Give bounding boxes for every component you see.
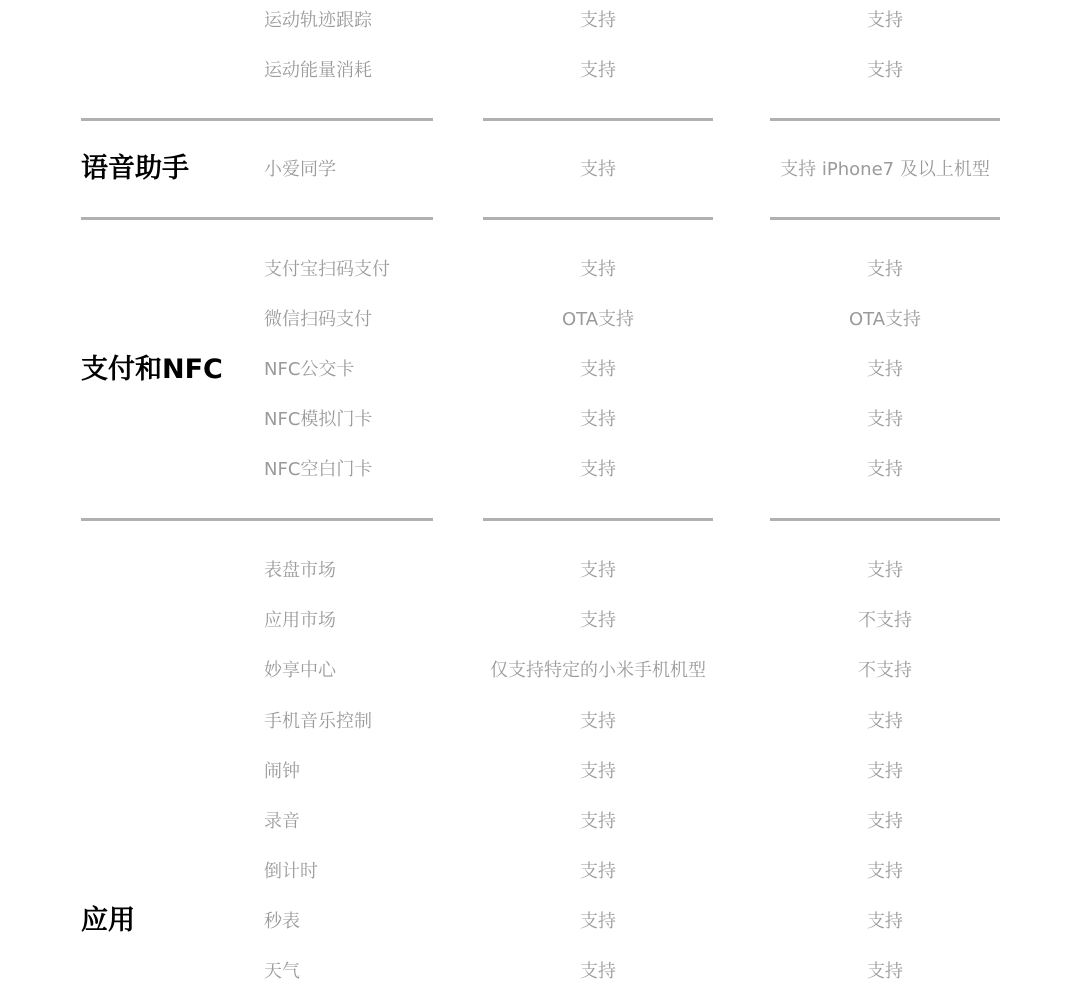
section-divider [81, 518, 433, 521]
section-divider [483, 118, 713, 121]
table-row [0, 295, 1080, 345]
feature-name: 倒计时 [264, 861, 318, 882]
feature-name: 应用市场 [264, 610, 336, 631]
support-value-b: 支持 iPhone7 及以上机型 [780, 159, 990, 180]
support-value-a: 支持 [580, 259, 616, 280]
section-divider [483, 518, 713, 521]
feature-name: NFC空白门卡 [264, 459, 373, 480]
feature-name: 妙享中心 [264, 660, 336, 681]
support-value-a: 支持 [580, 10, 616, 31]
feature-name: 运动能量消耗 [264, 60, 372, 81]
feature-name: 表盘市场 [264, 560, 336, 581]
section-title-voice: 语音助手 [81, 153, 189, 184]
support-value-b: 支持 [867, 711, 903, 732]
section-divider [81, 217, 433, 220]
support-value-b: OTA支持 [848, 309, 922, 330]
feature-name: NFC公交卡 [264, 359, 355, 380]
section-divider [81, 118, 433, 121]
support-value-a: 支持 [580, 711, 616, 732]
support-value-a: 支持 [580, 359, 616, 380]
support-value-b: 支持 [867, 60, 903, 81]
support-value-b: 支持 [867, 811, 903, 832]
support-value-a: 支持 [580, 159, 616, 180]
table-row [0, 46, 1080, 96]
support-value-b: 支持 [867, 409, 903, 430]
table-row [0, 596, 1080, 646]
table-row [0, 897, 1080, 947]
section-divider [770, 217, 1000, 220]
table-row [0, 947, 1080, 997]
support-value-a: 支持 [580, 459, 616, 480]
support-value-b: 支持 [867, 761, 903, 782]
support-value-b: 不支持 [858, 660, 912, 681]
support-value-b: 支持 [867, 459, 903, 480]
table-row [0, 0, 1080, 46]
support-value-b: 支持 [867, 560, 903, 581]
table-row [0, 145, 1080, 195]
feature-name: 闹钟 [264, 761, 300, 782]
support-value-b: 支持 [867, 359, 903, 380]
support-value-b: 不支持 [858, 610, 912, 631]
table-row [0, 697, 1080, 747]
feature-name: 微信扫码支付 [264, 309, 372, 330]
support-value-b: 支持 [867, 911, 903, 932]
table-row [0, 445, 1080, 495]
support-value-b: 支持 [867, 10, 903, 31]
support-value-a: 支持 [580, 761, 616, 782]
feature-name: 秒表 [264, 911, 300, 932]
support-value-a: 支持 [580, 811, 616, 832]
table-row [0, 646, 1080, 696]
support-value-a: 支持 [580, 610, 616, 631]
table-row [0, 245, 1080, 295]
support-value-b: 支持 [867, 861, 903, 882]
support-value-a: 支持 [580, 409, 616, 430]
section-divider [770, 118, 1000, 121]
support-value-a: OTA支持 [561, 309, 635, 330]
table-row [0, 395, 1080, 445]
feature-name: 运动轨迹跟踪 [264, 10, 372, 31]
feature-name: 录音 [264, 811, 300, 832]
feature-name: 天气 [264, 961, 300, 982]
table-row [0, 847, 1080, 897]
table-row [0, 546, 1080, 596]
support-value-a: 支持 [580, 861, 616, 882]
section-title-payment: 支付和NFC [81, 354, 223, 385]
feature-name: NFC模拟门卡 [264, 409, 373, 430]
support-value-a: 支持 [580, 60, 616, 81]
support-value-a: 仅支持特定的小米手机机型 [490, 660, 706, 681]
feature-name: 支付宝扫码支付 [264, 259, 390, 280]
support-value-b: 支持 [867, 961, 903, 982]
section-title-apps: 应用 [81, 905, 135, 936]
table-row [0, 345, 1080, 395]
feature-name: 小爱同学 [264, 159, 336, 180]
table-row [0, 797, 1080, 847]
support-value-a: 支持 [580, 560, 616, 581]
section-divider [770, 518, 1000, 521]
table-row [0, 747, 1080, 797]
support-value-b: 支持 [867, 259, 903, 280]
support-value-a: 支持 [580, 911, 616, 932]
section-divider [483, 217, 713, 220]
support-value-a: 支持 [580, 961, 616, 982]
feature-name: 手机音乐控制 [264, 711, 372, 732]
